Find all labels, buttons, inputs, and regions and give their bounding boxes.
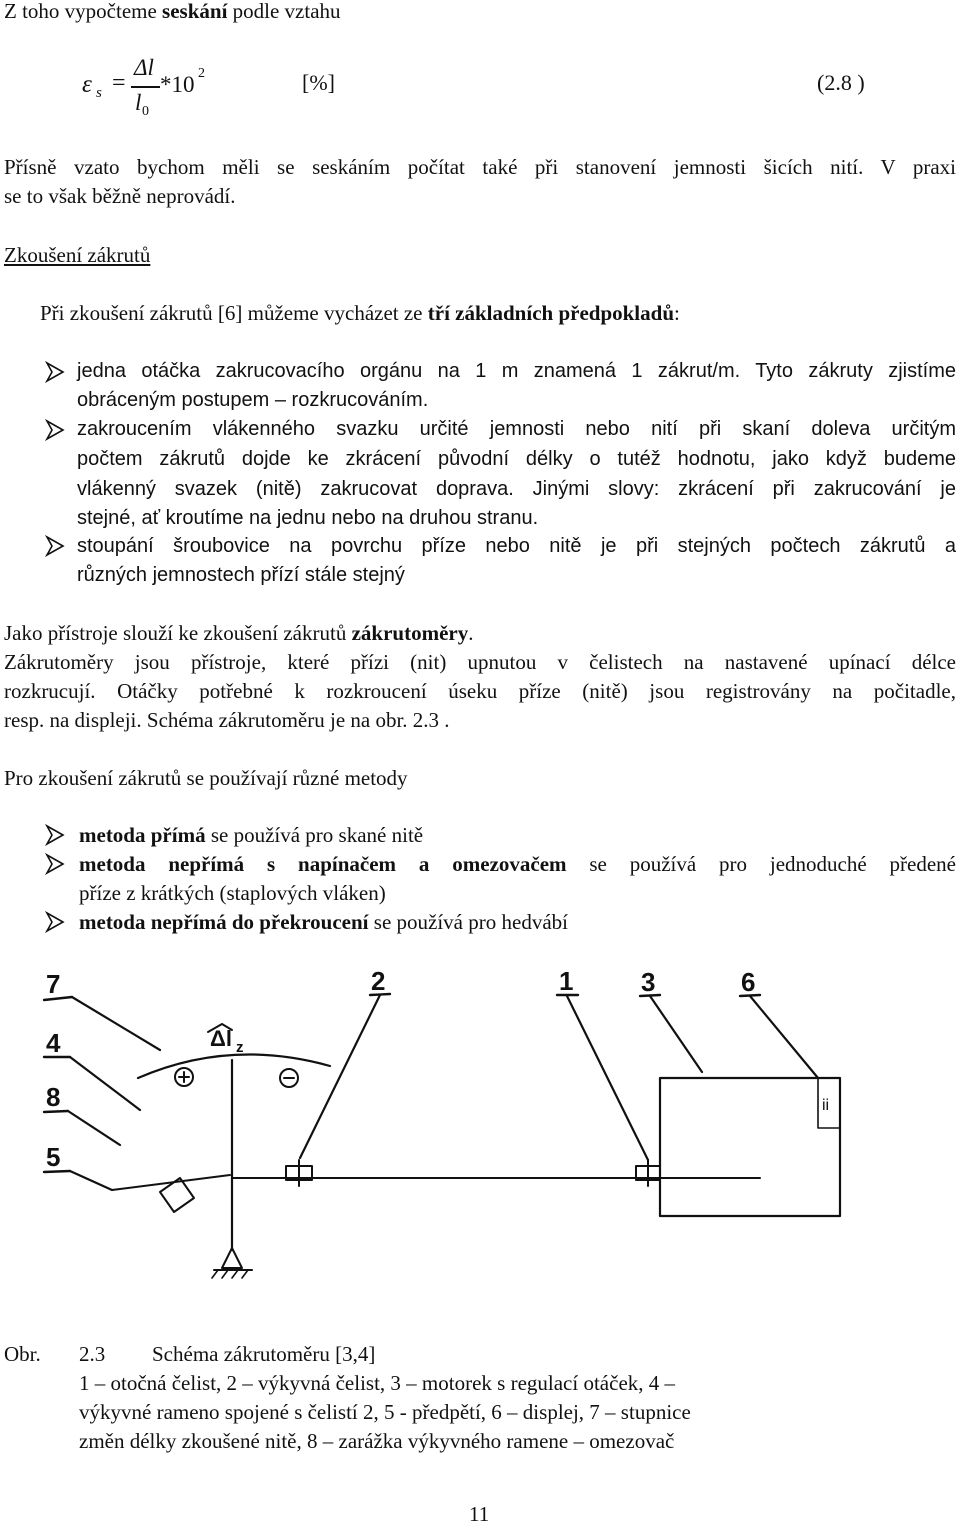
caption-title: Schéma zákrutoměru [3,4] [152, 1342, 376, 1366]
formula-multiplier: *10 [160, 72, 195, 97]
method-1 [79, 821, 423, 850]
method-2-line2: příze z krátkých (staplových vláken) [79, 881, 386, 905]
method-2-name: metoda nepřímá s napínačem a omezovačem [79, 852, 567, 876]
leader-8 [68, 1111, 120, 1145]
list1-item2-line3: vlákenný svazek (nitě) zakrucovat doprava. Jinými slovy: zkrácení při zakrucování je [77, 478, 956, 500]
para3 [4, 619, 473, 648]
list1-item1-line1: jedna otáčka zakrucovacího orgánu na 1 m znamená 1 zákrut/m. Tyto zákruty zjistíme [77, 360, 956, 382]
leader-7 [72, 997, 160, 1050]
scale-arc [138, 1054, 330, 1078]
para3-suffix: . [468, 621, 474, 645]
formula-equals: = [112, 70, 126, 96]
label-1: 1 [559, 966, 574, 996]
formula-epsilon-sub: s [96, 85, 102, 101]
label-5: 5 [46, 1142, 61, 1172]
formula-unit: [%] [302, 70, 335, 95]
para5: Pro zkoušení zákrutů se používají různé metody [4, 766, 408, 790]
caption-label: Obr. [4, 1342, 41, 1366]
para3-prefix: Jako přístroje slouží ke zkoušení zákrutů [4, 621, 352, 645]
intro-bold: seskání [162, 0, 228, 23]
leader-4 [70, 1057, 140, 1110]
list1-item3-line1: stoupání šroubovice na povrchu příze nebo nitě je při stejných počtech zákrutů a [77, 535, 956, 557]
caption-line2: výkyvné rameno spojené s čelistí 2, 5 - předpětí, 6 – displej, 7 – stupnice [79, 1400, 691, 1424]
method-2 [79, 850, 956, 879]
formula-epsilon: ε [82, 71, 92, 98]
list1-item3-line2: různých jemnostech přízí stále stejný [77, 564, 405, 586]
caption-line3: změn délky zkoušené nitě, 8 – zarážka výkyvného ramene – omezovač [79, 1429, 675, 1453]
method-3 [79, 908, 568, 937]
formula-numerator: Δl [134, 55, 154, 80]
method-1-name: metoda přímá [79, 823, 206, 847]
delta-label: Δl [210, 1026, 232, 1051]
leader-6 [750, 996, 818, 1078]
leader-2 [300, 995, 380, 1158]
display-text: ii [822, 1097, 830, 1114]
para4-line1: Zákrutoměry jsou přístroje, které přízi (nit) upnutou v čelistech na nastavené upínací délce [4, 650, 956, 674]
arrowhead-bullet-icon [44, 361, 66, 383]
list1-item2-line2: počtem zákrutů dojde ke zkrácení původní délky o tutéž hodnotu, jako když budeme [77, 448, 956, 470]
label-3: 3 [641, 967, 656, 997]
para2-suffix: : [674, 301, 680, 325]
para1-line2: se to však běžně neprovádí. [4, 184, 236, 208]
para4-line3: resp. na displeji. Schéma zákrutoměru je na obr. 2.3 . [4, 708, 450, 732]
label-7: 7 [46, 969, 61, 999]
leader-3 [650, 996, 702, 1072]
label-8: 8 [46, 1082, 61, 1112]
caption-line1: 1 – otočná čelist, 2 – výkyvná čelist, 3 – motorek s regulací otáček, 4 – [79, 1371, 676, 1395]
formula-denominator-sub: 0 [142, 104, 149, 119]
arrowhead-bullet-icon [44, 824, 66, 846]
list1-item1-line2: obráceným postupem – rozkrucováním. [77, 389, 429, 411]
section-heading: Zkoušení zákrutů [4, 243, 151, 267]
para1-line1: Přísně vzato bychom měli se seskáním počítat také při stanovení jemnosti šicích nití. V praxi [4, 155, 956, 179]
para2 [40, 299, 680, 328]
method-2-desc: se používá pro jednoduché předené [566, 852, 957, 876]
method-3-name: metoda nepřímá do překroucení [79, 910, 369, 934]
leader-1 [567, 996, 648, 1160]
formula-number: (2.8 ) [817, 70, 865, 95]
arrowhead-bullet-icon [44, 419, 66, 441]
caption-number: 2.3 [79, 1342, 106, 1366]
list1-item2-line1: zakroucením vlákenného svazku určité jemnosti nebo nití při skaní doleva určitým [77, 418, 956, 440]
delta-sub: z [236, 1039, 244, 1056]
intro-line [4, 0, 341, 26]
list1-item2-line4: stejné, ať kroutíme na jednu nebo na druhou stranu. [77, 507, 539, 529]
method-3-desc: se používá pro hedvábí [368, 910, 568, 934]
page-number: 11 [469, 1502, 490, 1526]
arrowhead-bullet-icon [44, 535, 66, 557]
para3-bold: zákrutoměry [351, 621, 469, 645]
formula-fraction-bar [131, 86, 160, 88]
motor-box [660, 1078, 840, 1216]
formula-exponent: 2 [198, 66, 205, 81]
intro-prefix: Z toho vypočteme [4, 0, 163, 23]
arrowhead-bullet-icon [44, 853, 66, 875]
intro-suffix: podle vztahu [227, 0, 341, 23]
leader-5 [70, 1171, 112, 1190]
label-4: 4 [46, 1028, 61, 1058]
formula-denominator: l [135, 90, 142, 115]
twist-tester-diagram [0, 960, 960, 1320]
label-2: 2 [371, 966, 386, 996]
para2-bold: tří základních předpokladů [427, 301, 674, 325]
arrowhead-bullet-icon [44, 911, 66, 933]
label-6: 6 [741, 967, 756, 997]
para4-line2: rozkrucují. Otáčky potřebné k rozkroucení úseku příze (nitě) jsou registrovány na počitadle, [4, 679, 956, 703]
para2-prefix: Při zkoušení zákrutů [6] můžeme vycházet ze [40, 301, 428, 325]
method-1-desc: se používá pro skané nitě [205, 823, 424, 847]
